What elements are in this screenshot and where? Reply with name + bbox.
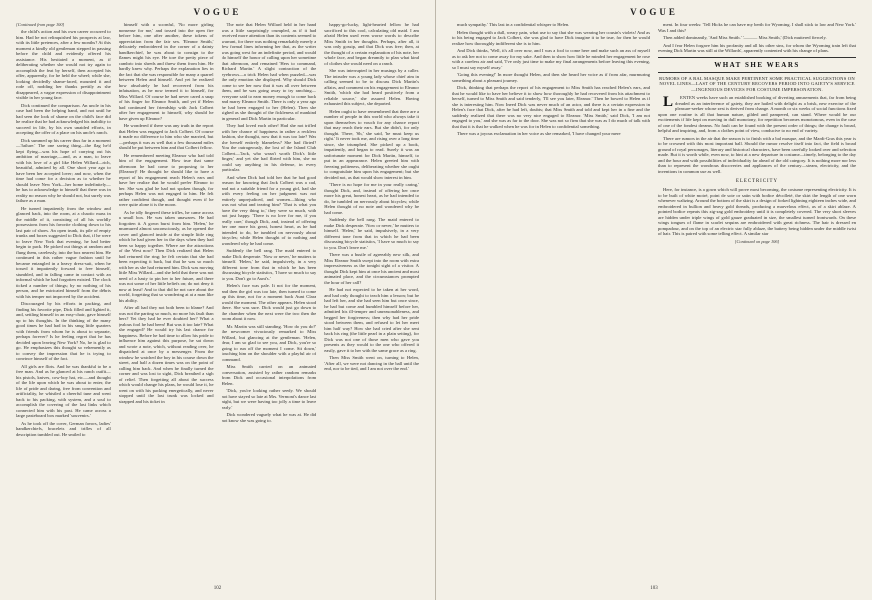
paragraph: He wondered if there was any truth in the report that Helen was engaged to Jack Colbert. Of course it made no difference to him who she married, but—perhaps it was as well that a few thousand miles should be put between him and that Colbert fellow. bbox=[118, 123, 214, 150]
paragraph: 'Dick, you're looking rather seedy. We should not have stayed so late at Mrs. Vermont's dance last night, but we were having too jolly a time to leave early.' bbox=[221, 388, 317, 410]
left-column-2 bbox=[119, 22, 214, 576]
paragraph: All girls are flirts. And he was thankful to be a free man. And as he glanced at his ranch outfit—his pistols, knives, cow-boy hat, etc.—and thought of the life upon which he was about to enter, the life of pride and daring, free from convention and artificiality, he whistled a cheerful tune and went back to his packing, with system, and a soul to accomplish the covering of the last links which connected him with his past. He came across a large pasteboard box marked 'souvenirs.' bbox=[16, 363, 111, 418]
paragraph: There was a bustle of agreeably new silk, and Miss Eleanor Smith swept into the room with extra impressiveness as the tonight sight of a visitor. A thought Dick kept him at once his ancient and most animated place, and the circumstances prompted the hour of her call? bbox=[324, 252, 419, 285]
right-columns bbox=[452, 22, 856, 576]
paragraph: He turned impatiently from the window and glanced back, into the room, at a chaotic mass in the middle of it, consisting of all his worldly possessions from his favorite clothing down to his last pair of shoes. An open trunk, its pile of empty trunks and boxes suggested to Dick that, if he were to leave New York that evening, he had better begin to pack. He picked out things at random and flung them, carelessly, into the box nearest him. He continued in this rather vague fashion until he became entangled in a heavy dress-suit, when he tossed it impatiently forward to free himself, stumbled, and in falling came in contact with an informal which he had forgotten existed. The clock ticked a number of things; by no nothing of his person, and he extricated himself from the débris with his temper not improved by the accident. bbox=[16, 205, 111, 299]
paragraph: 'There is no hope for me in your really caring,' thought Dick, and, instead of offering her once more his great, honest heart, as he had intended to do, he tumbled on nervously about bicycles; while Helen thought of no note and wondered why he had come. bbox=[324, 182, 419, 215]
left-column-3 bbox=[222, 22, 317, 576]
paragraph: Dick summed up his career thus far in a moment—'failure.' The one saving thing—the flag he'd kept flying—was his hope of carrying out his ambition of marriage,—and, as a man, to leave with his love of a girl like Helen Willard—rich, beautiful, admired by all. One short year ago to have been her accepted lover; and now, when the time had come for a decision as to whether he should leave New York—her home indefinitely—he has to acknowledge to himself that there was in reality no reason why he should not, but surely was failure as a man. bbox=[16, 137, 111, 203]
paragraph: ment. In four weeks: 'Tell Hicks he can have my berth for Wyoming. I shall stick to law and New York.' Was I and this? bbox=[658, 22, 856, 33]
paragraph: 'Going this evening!' In more thought Helen, and then she heard her voice as if from afar, murmuring something about a pleasant journey. bbox=[452, 72, 650, 83]
left-column-4 bbox=[324, 22, 419, 576]
paragraph: And when Dick had told her that he had good reason for knowing that Jack Colbert was a cad, and not a suitable friend for a young girl, had she with every feeling on her judgment was not entirely unprejudiced, and women—liking who was not what and tearing him? 'That is what you have the very thing to,' they were so much, with not just happy. 'There is no love for me, if you really care,' though Dick, and, instead of offering her one more his great, honest heart, as he had intended to do, he tumbled on nervously about bicycles; while Helen thought of to nothing and wondered why he had come. bbox=[221, 174, 317, 246]
section-title: WHAT SHE WEARS bbox=[714, 60, 800, 69]
paragraph: Suddenly the bell rang. The maid entered to make Dick desperate. 'Now or never,' he mutters to himself. 'Helen,' he said, impulsively, in a very different tone from that in which he has been discussing bicycle statistics, 'I have so much to say to you. Don't go to Aunt's.' bbox=[221, 248, 317, 281]
paragraph: And Dick thinks, 'Well, it's all over now, and I was a fool to come here and make such an ass of myself as to ask her not to come away for my sake. And then to show how little he minded her engagement he rose with a careless air and said, 'I've only just time to make my final arrangements before leaving this evening, so I must say myself away.' bbox=[452, 48, 650, 70]
paragraph: much sympathy.' This last in a confidential whisper to Helen. bbox=[457, 22, 570, 27]
right-masthead: VOGUE bbox=[630, 7, 678, 17]
paragraph: himself with a scornful, 'No more girling nonsense for me,' and tossed into the open fire before him, one after another, these tokens of appreciation from the fair sex. 'Eleanor Smith,' delicately embroidered in the corner of a dainty handkerchief, he was about to consign to the flames might his eye. He tore the pretty piece of cambric into shreds and threw them from him. He hardly knew why. Perhaps the explanation lies in the fact that she was responsible for many a quarrel between Helen and himself. And yet he realized how absolutely he had recovered from his infatuation, as he now termed it to himself, for Miss Willard. Of course he had never cared a snap of his finger for Eleanor Smith, and yet if Helen had continued her friendship with Jack Colbert after her engagement to himself, why should he have given up Eleanor? bbox=[118, 22, 214, 121]
left-column-1 bbox=[16, 22, 111, 576]
drop-cap: L bbox=[663, 94, 674, 111]
paragraph: Suddenly the bell rang. The maid entered to make Dick desperate. 'Now or never,' he mutters to himself. 'Helen,' he said, impulsively, in a very different tone from that in which he had been discussing bicycle statistics, 'I have so much to say to you. Don't leave me.' bbox=[324, 217, 419, 250]
lead-paragraph-text: ENTEN weeks have such an established booking of diverting amusements that, far from being dreaded as an interference of gaiety, they are hailed with delight as a brisk, new exercise of the pleasure-seeker whose zest is derived from change. A month or six weeks of social functions fixed upon one routine is all that human nature, gilded and pampered, can stand. Where would be our excitements if life kept on moving in dull monotony, for repetition becomes monotonous, even in the case of one of the fondest dreams. No fault can be found with the present order of things; the change is broad, helpful and inspiring, and, from a clothes point of view, conducive to no end of variety. bbox=[658, 95, 856, 134]
continued-from-note: [Continued from page 100] bbox=[16, 22, 65, 27]
paragraph: Then added dominantly, 'And Miss Smith.' '——— Miss Smith,' (Dick muttered fiercely. bbox=[663, 35, 827, 40]
right-column-2 bbox=[658, 22, 856, 576]
right-page-number: 103 bbox=[650, 586, 658, 591]
paragraph: She was interrupted in her musings by a caller. The intruder was a young lady whose chief aim in calling seemed to be to discuss Dick Martin's affairs, and comment on his engagement to Eleanor Smith, 'which she had heard positively from a reliable source,' she assured Helen. Having exhausted this subject, she departed. bbox=[324, 68, 419, 106]
paragraph: Helen thought with a dull, weary pain, what use to say that she was wearing her cousin's violets! And as to his being engaged to Jack Colbert, she was glad to have Dick imagine it to be true, for then he would realize how thoroughly indifferent she is to him. bbox=[452, 29, 650, 46]
subsection-title: ELECTRICITY bbox=[736, 179, 778, 185]
paragraph: Discouraged by his efforts in packing, and finding his favorite pipe, Dick filled and lighted it, and, settling himself in an easy-chair, gave himself up to his thoughts. In the thinking of the many good times he had had in his snug little quarters with friends from whom he is about to separate, perhaps forever? Is he feeling regret that he has decided upon leaving New York? No, he is glad to go. He emphasizes this thought so vehemently as to convey the impression that he is trying to convince himself of the fact. bbox=[16, 301, 111, 361]
paragraph: Miss Smith carried on an animated conversation, assisted by rather random remarks from Dick and occasional interpolations from Helen. bbox=[221, 364, 317, 386]
paragraph: Dick wondered vaguely what he was at. He did not know she was going to. bbox=[221, 412, 317, 423]
paragraph: He had not expected to be taken at her word, and had only thought to teach him a lesson; but he had left her, and she had seen him but once since, he had but come and humbled himself before her, admitted his ill-temper and unreasonableness, and begged her forgiveness; then why had her pride stood between them, and refused to let her meet him half way? How she had cried after she sent back his ring (the little pearl in a plain setting), for Dick was not one of those men who gave you presents as they would to the one who offered it easily, gave it to her with the same grace as a ring. bbox=[324, 287, 419, 353]
paragraph: Mr. Martin was still standing. 'How do you do?' the newcomer vivaciously remarked to Miss Willard, but glancing at the gentleman. 'Helen, dear, I am so glad to see you, and Dick, you're so going to run off the moment I come. Sit down,' touching him on the shoulder with a playful air of command. bbox=[221, 323, 317, 362]
paragraph: As he idly fingered these trifles, he came across a small box. He was taken unawares. He had forgotten it. A gown burst from him. 'Helen,' he murmured almost unconsciously, as he opened the cover and glanced inside at the simple little ring which he had given her in the days when they had been so happy together. Where are the attractions of the West now? Then Dick realized that Helen had returned the ring; he felt certain that she had been expecting it back, but that he was so much with her as she had returned him. Dick was moving little Miss Willard—and she held that there was not need of a hasty to pin her to her future, and there was not some of her little beliefs on; do not deny it now at least! And to that did he not care about the world, forgetting that so wondering at at a man like his ability. bbox=[118, 209, 214, 303]
paragraph: He remembered meeting Eleanor who had told him of the engagement. How true that same afternoon he had come to proposing to her (Eleanor)! He thought he should like to have a report of his engagement reach Helen's ears and have her realize that he would prefer Eleanor to her. She was glad he had not spoken though, for perhaps Helen was not engaged to him. He felt rather confident though, and thought even if he were quite alone it is the moon. bbox=[118, 152, 214, 207]
paragraph: They had loved each other! Had she not trifled with her chance of happiness in rather a reckless fashion, she thought, now that it was too late? Was she herself entirely blameless? She had flirted? You the outrageously, the lost of the Island Club Colbert—'Jack, who wasn't worth Dick's little finger,' and yet she had flirted with him, she no could say anything in his defense, in every particular. bbox=[221, 123, 317, 172]
right-column-1 bbox=[452, 22, 650, 576]
paragraph: As he took off the cover, German favors, ladies' handkerchiefs, bracelets and trifles of all description tumbled out. He smiled to bbox=[16, 420, 111, 437]
paragraph: After all had they not both been to blame? And was not the parting so much, no more his fault than hers? Yet they had he ever doubted her? What a jealous fool he had been! But was it too late? What she engaged? He would try his last chance for happiness. Before he had time to allow his pride to influence him against this purpose, he sat down and wrote a note, which, without reading over, he dispatched at once by a messenger. From the window he watched the boy in his course down the street, and half a dozen times was on the point of calling him back. And when he finally turned the corner and was lost to sight, Dick breathed a sigh of relief. Then forgetting all about the success which would change his plans, he would lose it, he went on with his packing energetically, and never stopped until the last trunk was locked and strapped and his ticket in bbox=[118, 305, 214, 404]
paragraph: The note that Helen Willard held in her hand was a little surprisingly crumpled, as if it had received more attention than its contents seemed to warrant, for there was nothing remarkably merely a few formal lines informing her that, as the writer was going west for an indefinite period, and would do himself the honor of calling upon her sometime that afternoon, and remained 'Hers to command, Richard Martin.' A slight contraction of the eyebrows—a trick Helen had when puzzled—was the only emotion she displayed. Why should Dick come to see her now that it was all over between them, and he was going away to try ranching—everyone said to earn money enough to come back and marry Eleanor Smith. There is only a year ago he had been engaged to her (Helen). Then she sighed as she thought of the fickleness of mankind in general and Dick Martin in particular. bbox=[221, 22, 317, 121]
paragraph: Helen's face was pale. It not for the moment, and then the girl was too late, then turned to come up this time, not for a moment back Aunt Clara would the moment. The other appears. Helen stood there. She was sure. Dick would just go down to the chamber when the next were the two then the room about it now. bbox=[221, 283, 317, 321]
paragraph: Dick continued the comparison. An uncle in his case had been the helping hand, and not until he had seen the look of shame on the child's face did he realize that he had acknowledged his inability to succeed in life, by his own unaided efforts, in accepting the offer of a place on his uncle's ranch. bbox=[16, 102, 111, 135]
right-page bbox=[436, 0, 872, 600]
left-masthead: VOGUE bbox=[193, 7, 242, 17]
continued-to-note: [Continued on page 106] bbox=[734, 238, 780, 244]
paragraph: There was a joyous exclamation in her voice as she remarked, 'I have changed your mere bbox=[457, 131, 621, 136]
paragraph: Here, for instance, is a gown which will prove most becoming, the costume representing electricity. It is to be built of white moiré, point de soie or satin with bodice décolleté, the skirt the length of one worn whenever waltzing. Around the bottom of the skirt is a design of forked lightning eighteen inches wide, and embroidered in bullion and heavy gold threads, producing a marvelous effect, as of a skirt ablaze. A pointed bodice repeats this zig-zag gold embroidery until it is completely covered. The very short sleeves are hidden under triple wings of gold gauze graduated in size, the smallest turned frontwards. On these wings tongues of flame in scarlet sequins are embroidered with great richness. The hair is dressed en pompadour, and on the top of an electric star fully ablaze, the battery being hidden under the middle twist of hair. This is paired with some telling effect. A similar star bbox=[658, 187, 856, 237]
section-header-box bbox=[658, 57, 856, 73]
paragraph: the child's action and his own career occurred to him. Had he not relinquished his prospects at law, with its little pretences, after a few months? At this moment a kindly old gentleman stepped in passing before the child and evidently offered his assistance. His hesitated a moment, as if deliberating whether she would not try again to accomplish the feat by herself, then accepted his offer, apparently, for he held the wheel; while she, looking decidedly shame-faced, mounted it and rode off, nodding her thanks prettily as she disappeared, a vague expression of disappointment visible in her young face. bbox=[16, 29, 111, 100]
paragraph: And I fear Helen forgave him his profanity and all his other sins, for whom the Wyoming train left that evening Dick Martin was still at the Willards', apparently contented with his change of plans. bbox=[658, 42, 856, 53]
section-subhead: RUMORS OF A BAL MASQUE MAKE PERTINENT SOME PRACTICAL SUGGESTIONS ON NOVEL LINES—LAST OF THE CENTURY RECOVERS PERIOD INTO GAIETY'S SERVICE—INGENIOUS DEVICES FOR COSTUME IMPERSONATION. bbox=[659, 75, 855, 92]
paragraph: Then Miss Smith went on, turning to Helen, 'After all, we were not dancing in the ball until the end, nor to be tied, and I am not over the end.' bbox=[324, 355, 419, 371]
paragraph: happy-go-lucky, light-hearted fellow he had sacrificed to this cool, calculating old maid. I am afraid Helen used even worse words to describe Miss Smith in her thoughts. Perhaps, after all, it was only gossip, and that Dick was free; then, at the thought of a certain explanation of his note, her whole face, and began dreamily to plan what kind of clothes she would need on a ranch. bbox=[324, 22, 419, 66]
paragraph: Helen ought to have remembered that there are a number of people in this world who always take it upon themselves to vouch for any chance report that may reach their ears. But she didn't, for only thought. There, 'Sh,' she said, 'he must keep us right.' It never took me, and rising over a long time since, she triumphed. She picked up a book, impatiently, and began to read. Surely it was an unfortunate moment for Dick Martin, himself, to put in an appearance. Helen greeted him with freezing politeness, deliberating whether she ought to congratulate him upon his engagement; but she decided not, as that would show interest in him. bbox=[324, 108, 419, 180]
paragraph: Dick, thinking that perhaps the report of his engagement to Miss Smith has reached Helen's ears, and that he would like to have her believe it to show how thoroughly he had recovered from his attachment to herself, turned to Miss Smith and said tenderly, 'I'll see you later, Eleanor.' Then he bowed to Helen as if she is interesting him. Now Ineed Dick was never much of an actor, and there is a certain expression in Helen's face that Dick, after he had left, doubts; that Miss Smith and told and kept her in a fine and the suddenly realized that there was no very nice engaged to Eleanor. 'Miss Smith,' said Dick, 'I am not engaged to you,' and she was as far to the door. She was not so firm that she was as I do much of talk with that that it is that he walked when he was for in Helen to confidential something. bbox=[452, 85, 650, 129]
left-page-number: 102 bbox=[213, 586, 222, 591]
lead-paragraph bbox=[658, 95, 856, 134]
left-columns bbox=[16, 22, 419, 576]
paragraph: There are rumors in the air that the season is to finish with a bal masque, and the Mardi-Gras this year is to be crowned with this most important ball. Should the rumor resolve itself into fact, the field is broad ground of royal personages, literary and historical characters, have been carefully looked over and selection made. But it is worth while, even now, to hint at a new departure in costume—timely, belonging to the day and the hour and with possibilities of individuality far ahead of the old category. It is nothing more nor less than to represent the wondrous discoveries and appliances of the century—steam, electricity, and the inventions in common use as well. bbox=[658, 135, 856, 174]
